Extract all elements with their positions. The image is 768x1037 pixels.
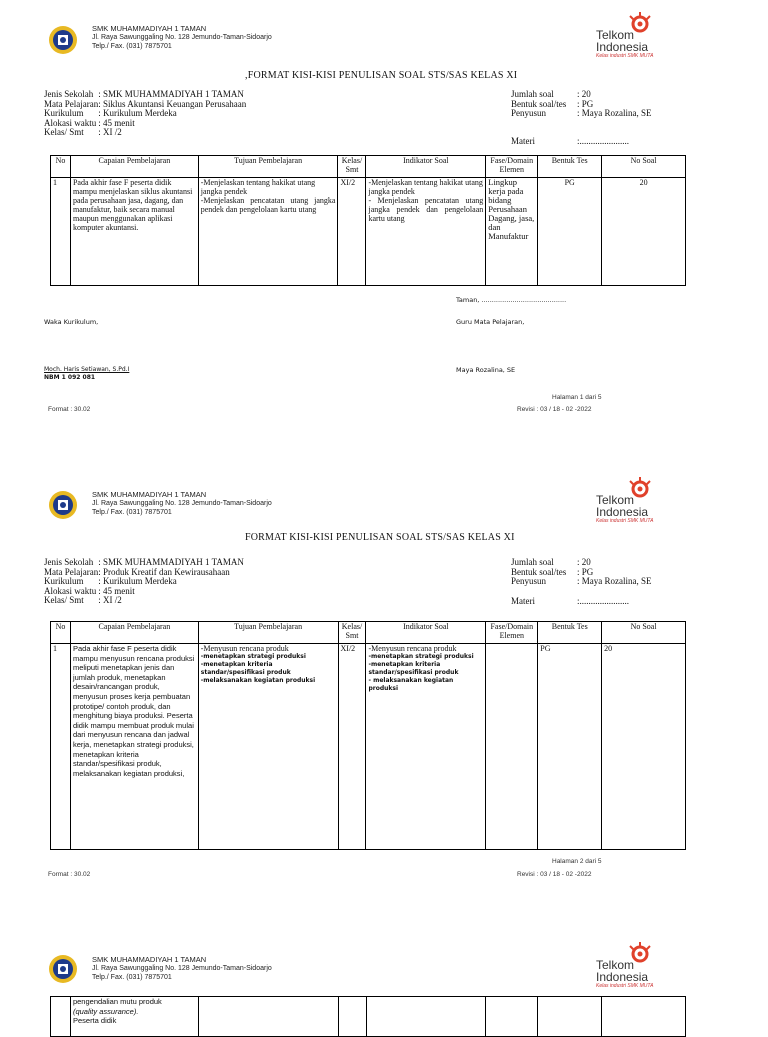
capaian-line: pengendalian mutu produk [72,997,162,1006]
page2-meta-left [44,558,244,606]
school-header [92,955,272,982]
col-no-soal: No Soal [602,156,686,178]
telkom-logo [596,16,653,60]
value: : Maya Rozalina, SE [577,576,652,586]
label: Penyusun [511,576,547,586]
revisi: Revisi : 03 / 18 - 02 -2022 [517,406,592,413]
telkom-swirl-icon [620,942,660,966]
cell-no: 1 [51,644,71,850]
school-logo [48,490,78,520]
value: : Kurikulum Merdeka [98,108,177,118]
cell-capaian: Pada akhir fase F peserta didik mampu menyusun rencana produksi meliputi menetapkan jenis dan jumlah produk, menetapkan desain/rancangan produk, menyusun proses kerja pembuatan prototipe/ contoh produk, dan menghitung biaya produksi. Peserta didik mampu membuat produk mulai dari menyusun rencana dan jadwal kerja, menetapkan strategi produksi, menetapkan kriteria standar/spesifikasi produk, melaksanakan kegiatan produksi, [70,644,198,850]
label: Bentuk soal/tes [511,98,567,109]
capaian-line: Peserta didik [72,1016,117,1026]
label: Kelas/ Smt [44,595,84,605]
tujuan-item: -Menjelaskan pencatatan utang jangka pendek dan pengelolaan kartu utang [200,196,336,214]
waka-nbm: NBM 1 092 081 [44,374,96,381]
page-number: Halaman 2 dari 5 [552,858,602,865]
cell-bentuk: PG [538,644,602,850]
cell-bentuk: PG [538,178,602,286]
label: Kurikulum [44,576,84,586]
tujuan-item: -melaksanakan kegiatan produksi [200,677,316,684]
col-no: No [51,156,71,178]
capaian-line: (quality assurance). [72,1006,139,1016]
cell-capaian [70,997,198,1037]
table-row [51,644,686,850]
school-name: SMK MUHAMMADIYAH 1 TAMAN [92,24,207,33]
value: : PG [577,566,594,577]
cell-tujuan [198,178,338,286]
waka-name: Moch. Haris Setiawan, S.Pd.I [44,366,130,373]
page2-table [50,621,686,850]
cell-tujuan [198,644,338,850]
school-logo [48,25,78,55]
value: : 20 [577,557,591,567]
place-date: Taman, ......................................... [456,296,567,304]
cell-capaian: Pada akhir fase F peserta didik mampu menjelaskan siklus akuntansi pada perusahaan jasa, dagang, dan manufaktur, baik secara manual maupun menggunakan aplikasi komputer akuntansi. [70,178,198,286]
value: : 20 [577,89,591,99]
col-fase: Fase/Domain Elemen [486,156,538,178]
label: Materi [511,135,535,146]
school-name: SMK MUHAMMADIYAH 1 TAMAN [92,955,207,964]
value: : Produk Kreatif dan Kewirausahaan [98,566,230,577]
value: : PG [577,98,594,109]
label: Penyusun [511,108,547,118]
label: Kelas/ Smt [44,127,84,137]
value: : SMK MUHAMMADIYAH 1 TAMAN [98,557,244,567]
col-kelas: Kelas/ Smt [338,156,366,178]
school-name: SMK MUHAMMADIYAH 1 TAMAN [92,490,207,499]
label: Materi [511,595,535,606]
telkom-brand-1: Telkom [596,28,635,42]
col-bentuk: Bentuk Tes [538,156,602,178]
cell-no: 1 [51,178,71,286]
value: : Kurikulum Merdeka [98,576,177,586]
value: : XI /2 [98,595,122,605]
school-address: Jl. Raya Sawunggaling No. 128 Jemundo-Taman-Sidoarjo [92,965,272,972]
telkom-brand-2: Indonesia [596,970,649,984]
format-code: Format : 30.02 [48,406,91,413]
tujuan-item: -Menyusun rencana produk [200,644,289,653]
indikator-item: -Menyusun rencana produk [368,644,457,653]
page2-meta-right [511,558,651,606]
label: Jenis Sekolah [44,557,94,567]
revisi: Revisi : 03 / 18 - 02 -2022 [517,871,592,878]
cell-kelas: XI/2 [338,644,366,850]
col-indikator: Indikator Soal [366,622,486,644]
indikator-item: - Menjelaskan pencatatan utang jangka pendek dan pengelolaan kartu utang [368,196,484,223]
col-capaian: Capaian Pembelajaran [70,156,198,178]
telkom-brand-1: Telkom [596,958,635,972]
cell-fase [486,644,538,850]
cell-no-soal: 20 [602,178,686,286]
page1-meta-right [511,90,651,146]
col-indikator: Indikator Soal [366,156,486,178]
value: : SMK MUHAMMADIYAH 1 TAMAN [98,89,244,99]
telkom-swirl-icon [620,12,660,36]
page1-table [50,155,686,286]
telkom-brand-2: Indonesia [596,505,649,519]
telkom-logo [596,481,653,525]
label: Jumlah soal [511,557,554,567]
col-tujuan: Tujuan Pembelajaran [198,156,338,178]
cell-no-soal: 20 [602,644,686,850]
label: Jenis Sekolah [44,89,94,99]
school-header [92,24,272,51]
cell-indikator [366,644,486,850]
value: : 45 menit [98,585,135,596]
label: Bentuk soal/tes [511,566,567,577]
col-fase: Fase/Domain Elemen [486,622,538,644]
label: Mata Pelajaran [44,566,99,577]
col-tujuan: Tujuan Pembelajaran [198,622,338,644]
page2-title: FORMAT KISI-KISI PENULISAN SOAL STS/SAS KELAS XI [245,532,515,543]
cell-indikator [366,178,486,286]
label: Jumlah soal [511,89,554,99]
telkom-brand-2: Indonesia [596,40,649,54]
guru-name: Maya Rozalina, SE [456,366,516,374]
table-row [51,997,686,1037]
value: :...................... [577,595,630,606]
tujuan-item: -menetapkan strategi produksi [200,653,306,660]
value: : 45 menit [98,117,135,128]
format-code: Format : 30.02 [48,871,91,878]
tujuan-item: -Menjelaskan tentang hakikat utang jangka pendek [200,178,316,196]
label: Alokasi waktu [44,117,97,128]
telkom-tagline: Kelas industri SMK MUTA [596,53,654,59]
col-no: No [51,622,71,644]
indikator-item: -menetapkan strategi produksi [368,653,474,660]
page1-title: ,FORMAT KISI-KISI PENULISAN SOAL STS/SAS KELAS XI [245,70,518,81]
school-address: Jl. Raya Sawunggaling No. 128 Jemundo-Taman-Sidoarjo [92,500,272,507]
telkom-tagline: Kelas industri SMK MUTA [596,518,654,524]
school-logo [48,954,78,984]
tujuan-item: -menetapkan kriteria standar/spesifikasi produk [200,661,291,676]
waka-role: Waka Kurikulum, [44,318,99,326]
cell-fase: Lingkup kerja pada bidang Perusahaan Dagang, jasa, dan Manufaktur [486,178,538,286]
value: : Siklus Akuntansi Keuangan Perusahaan [98,98,247,109]
indikator-item: -Menjelaskan tentang hakikat utang jangka pendek [368,178,483,196]
page3-table [50,996,686,1037]
col-no-soal: No Soal [602,622,686,644]
school-address: Jl. Raya Sawunggaling No. 128 Jemundo-Taman-Sidoarjo [92,34,272,41]
label: Mata Pelajaran [44,98,99,109]
cell-kelas: XI/2 [338,178,366,286]
page-number: Halaman 1 dari 5 [552,394,602,401]
col-kelas: Kelas/ Smt [338,622,366,644]
guru-role: Guru Mata Pelajaran, [456,318,525,326]
table-row [51,178,686,286]
value: : Maya Rozalina, SE [577,108,652,118]
col-bentuk: Bentuk Tes [538,622,602,644]
value: : XI /2 [98,127,122,137]
telkom-swirl-icon [620,477,660,501]
school-phone: Telp./ Fax. (031) 7875701 [92,974,172,981]
value: :...................... [577,135,630,146]
school-phone: Telp./ Fax. (031) 7875701 [92,509,172,516]
indikator-item: - melaksanakan kegiatan produksi [368,677,454,692]
indikator-item: -menetapkan kriteria standar/spesifikasi produk [368,661,459,676]
telkom-logo [596,946,653,990]
page1-meta-left [44,90,246,138]
telkom-tagline: Kelas industri SMK MUTA [596,983,654,989]
school-header [92,490,272,517]
col-capaian: Capaian Pembelajaran [70,622,198,644]
school-phone: Telp./ Fax. (031) 7875701 [92,43,172,50]
label: Kurikulum [44,108,84,118]
label: Alokasi waktu [44,585,97,596]
telkom-brand-1: Telkom [596,493,635,507]
